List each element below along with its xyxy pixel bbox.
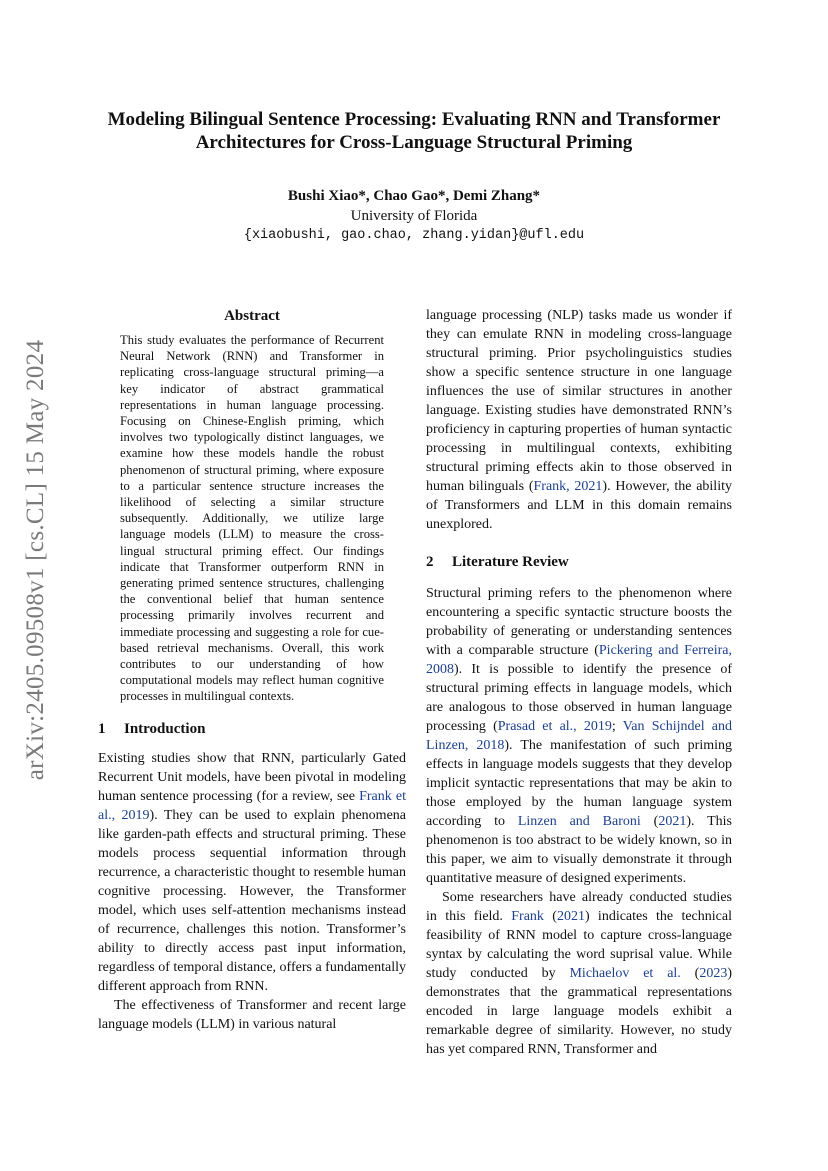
title-line-1: Modeling Bilingual Sentence Processing: Evaluating RNN and Transformer: [107, 109, 721, 130]
text-run: ) demonstrates that the grammatical representations encoded in large language models exhibit a remarkable degree of similarity. However, no study has yet compared RNN, Transformer and: [426, 966, 732, 1057]
author-list: Bushi Xiao*, Chao Gao*, Demi Zhang*: [287, 188, 541, 204]
affiliation: University of Florida: [350, 208, 478, 224]
author-emails: {xiaobushi, gao.chao, zhang.yidan}@ufl.edu: [243, 228, 585, 243]
section-heading-literature-review: [426, 552, 732, 572]
citation-link[interactable]: Frank et al., 2019: [98, 788, 407, 823]
text-run: ). This phenomenon is too abstract to be widely known, so in this paper, we aim to visually demonstrate it through quantitative measure of designed experiments.: [426, 814, 732, 886]
lit-paragraph-2: [426, 888, 732, 1059]
section-title: Literature Review: [452, 554, 569, 570]
text-run: ). However, the ability of Transformers and LLM in this domain remains unexplored.: [426, 479, 732, 532]
text-run: (: [640, 814, 659, 829]
text-run: ) indicates the technical feasibility of RNN model to capture cross-language syntax by calculating the word suprisal value. While study conducted by: [426, 909, 732, 981]
intro-paragraph-1: [98, 749, 406, 996]
citation-link[interactable]: Linzen and Baroni: [517, 814, 641, 829]
arxiv-identifier-text: arXiv:2405.09508v1 [cs.CL] 15 May 2024: [22, 339, 49, 781]
citation-link[interactable]: Michaelov et al.: [569, 966, 681, 981]
text-run: The effectiveness of Transformer and recent large language models (LLM) in various natural: [98, 997, 406, 1032]
text-run: language processing (NLP) tasks made us wonder if they can emulate RNN in modeling cross-language structural priming. Prior psycholinguistics studies show a specific sentence structure in one language influences the use of similar structures in another language. Existing studies have demonstrated RNN’s proficiency in capturing properties of human syntactic processing in multilingual contexts, exhibiting structural priming effects akin to those observed in human bilinguals (: [426, 308, 732, 494]
citation-link[interactable]: Pickering and Ferreira, 2008: [426, 643, 732, 677]
text-run: Structural priming refers to the phenomenon where encountering a specific syntactic structure boosts the probability of generating or understanding sentences with a comparable structure (: [426, 586, 732, 658]
right-column: [426, 306, 732, 1059]
citation-link[interactable]: 2021: [658, 814, 687, 829]
citation-link[interactable]: Van Schijndel and Linzen, 2018: [426, 719, 733, 753]
citation-link[interactable]: Frank: [511, 909, 544, 924]
text-run: (: [543, 909, 557, 924]
intro-paragraph-2-continued: [426, 306, 732, 534]
citation-link[interactable]: 2021: [556, 909, 585, 924]
section-heading-introduction: [98, 719, 406, 739]
paper-title: [60, 108, 768, 154]
abstract-heading: Abstract: [224, 308, 280, 324]
left-column: [98, 306, 406, 1034]
citation-link[interactable]: Frank, 2021: [533, 479, 603, 494]
citation-link[interactable]: Prasad et al., 2019: [497, 719, 612, 734]
intro-paragraph-2: [98, 996, 406, 1034]
section-number: 1: [98, 720, 106, 737]
text-run: (: [680, 966, 700, 981]
section-number: 2: [426, 554, 434, 570]
section-title: Introduction: [124, 720, 206, 737]
text-run: ). The manifestation of such priming effects in language models suggests that they develop implicit syntactic representations that may be akin to those employed by the human language system according to: [426, 738, 732, 829]
citation-link[interactable]: 2023: [699, 966, 728, 981]
title-line-2: Architectures for Cross-Language Structural Priming: [195, 132, 633, 153]
text-run: Existing studies show that RNN, particularly Gated Recurrent Unit models, have been pivotal in modeling human sentence processing (for a review, see: [98, 750, 406, 804]
text-run: ). It is possible to identify the presence of structural priming effects in language models, which are analogous to those observed in human language processing (: [426, 662, 732, 734]
lit-paragraph-1: [426, 584, 732, 888]
text-run: ;: [611, 719, 623, 734]
text-run: Some researchers have already conducted studies in this field.: [426, 890, 732, 924]
abstract-text: This study evaluates the performance of Recurrent Neural Network (RNN) and Transformer in replicating cross-language structural priming—a key indicator of abstract grammatical representations in human language processing. Focusing on Chinese-English priming, which involves two typologically distinct languages, we examine how these models handle the robust phenomenon of structural priming, where exposure to a particular sentence structure increases the likelihood of selecting a similar structure subsequently. Additionally, we utilize large language models (LLM) to measure the cross-lingual structural priming effect. Our findings indicate that Transformer outperform RNN in generating primed sentence structures, challenging the conventional belief that human sentence processing primarily involves recurrent and immediate processing and suggesting a role for cue-based retrieval mechanisms. Overall, this work contributes to our understanding of how computational models may reflect human cognitive processes in multilingual contexts.: [120, 333, 384, 704]
text-run: ). They can be used to explain phenomena like garden-path effects and structural priming. These models process sequential information through recurrence, a characteristic thought to resemble human cognitive processing. However, the Transformer model, which uses self-attention mechanisms instead of recurrence, challenges this notion. Transformer’s ability to directly access past input information, regardless of temporal distance, offers a fundamentally different approach from RNN.: [98, 807, 407, 994]
